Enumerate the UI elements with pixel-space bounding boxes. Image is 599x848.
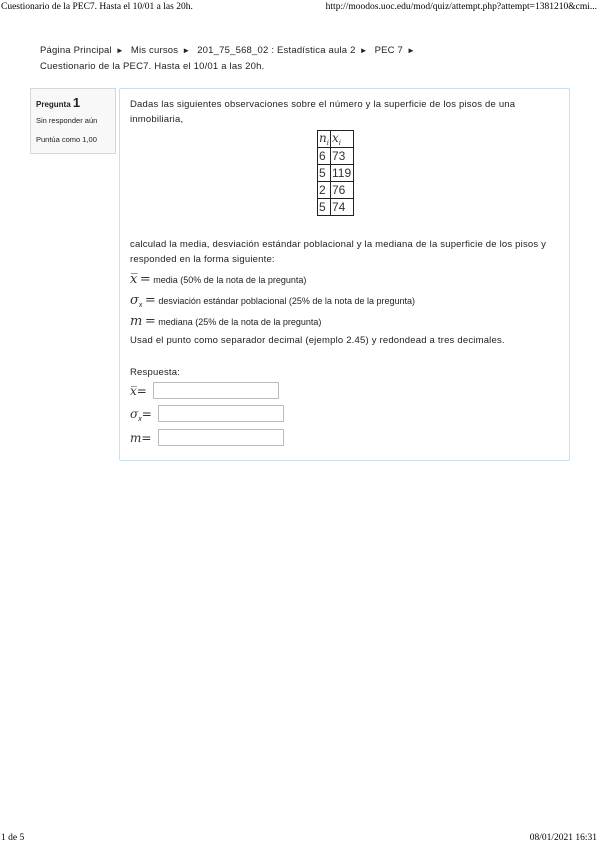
question-instruction: calculad la media, desviación estándar poblacional y la mediana de la superficie de los pisos y responded en la forma siguiente: <box>130 239 547 265</box>
breadcrumb-separator-icon: ► <box>359 46 368 55</box>
table-row <box>318 165 354 182</box>
breadcrumb-pec-link[interactable]: PEC 7 <box>374 45 404 56</box>
table-header-row <box>318 131 354 148</box>
answer-row-std: $\sigma_x=$ <box>130 405 284 423</box>
table-cell: 5 <box>318 199 331 216</box>
print-footer-page: 1 de 5 <box>1 833 25 843</box>
table-row <box>318 199 354 216</box>
definition-mean: x̅ = media (50% de la nota de la pregunta) <box>130 272 307 287</box>
print-footer-datetime: 08/01/2021 16:31 <box>529 833 597 843</box>
definition-text: media (50% de la nota de la pregunta) <box>153 275 307 285</box>
breadcrumb-separator-icon: ► <box>182 46 191 55</box>
mean-symbol: x̅ <box>130 383 137 398</box>
table-header-x: $x_i$ <box>331 131 354 148</box>
sigma-symbol: σ <box>130 406 139 421</box>
question-state: Sin responder aún <box>36 116 98 125</box>
table-cell: 74 <box>331 199 354 216</box>
answer-row-median: m= <box>130 429 284 447</box>
definition-median: m = mediana (25% de la nota de la pregunta) <box>130 314 322 329</box>
table-row <box>318 148 354 165</box>
decimal-note: Usad el punto como separador decimal (ejemplo 2.45) y redondead a tres decimales. <box>130 335 505 346</box>
table-cell: 119 <box>331 165 354 182</box>
table-cell: 6 <box>318 148 331 165</box>
breadcrumb-my-courses-link[interactable]: Mis cursos <box>130 45 179 56</box>
table-row <box>318 182 354 199</box>
definition-std: $\sigma_x$ = desviación estándar poblacional (25% de la nota de la pregunta) <box>130 293 415 309</box>
median-symbol: m <box>130 314 143 329</box>
median-symbol: m <box>130 430 142 445</box>
breadcrumb-separator-icon: ► <box>407 46 416 55</box>
breadcrumb <box>40 43 560 75</box>
table-cell: 73 <box>331 148 354 165</box>
breadcrumb-home-link[interactable]: Página Principal <box>40 45 112 56</box>
median-answer-input[interactable] <box>158 429 284 446</box>
print-header-url: http://moodos.uoc.edu/mod/quiz/attempt.php?attempt=1381210&cmi... <box>325 2 597 12</box>
sigma-symbol: σ <box>130 293 139 308</box>
question-grade: Puntúa como 1,00 <box>36 135 97 144</box>
observations-table <box>317 130 354 216</box>
question-info-panel <box>30 88 116 154</box>
table-cell: 5 <box>318 165 331 182</box>
table-cell: 76 <box>331 182 354 199</box>
mean-symbol: x̅ <box>130 272 138 287</box>
answer-label: Respuesta: <box>130 367 181 378</box>
breadcrumb-quiz-link[interactable]: Cuestionario de la PEC7. Hasta el 10/01 a las 20h. <box>40 61 265 72</box>
breadcrumb-separator-icon: ► <box>115 46 124 55</box>
breadcrumb-course-link[interactable]: 201_75_568_02 : Estadística aula 2 <box>197 45 356 56</box>
table-header-n: $n_i$ <box>319 131 329 147</box>
question-intro: Dadas las siguientes observaciones sobre el número y la superficie de los pisos de una inmobiliaria, <box>130 99 516 125</box>
question-label: Pregunta <box>36 100 71 109</box>
question-content <box>119 88 570 461</box>
std-answer-input[interactable] <box>158 405 284 422</box>
definition-text: desviación estándar poblacional (25% de la nota de la pregunta) <box>158 296 415 306</box>
answer-row-mean: x̅= <box>130 382 279 400</box>
question-number <box>36 95 115 110</box>
question-number-value: 1 <box>72 95 81 110</box>
mean-answer-input[interactable] <box>153 382 279 399</box>
print-header-title: Cuestionario de la PEC7. Hasta el 10/01 a las 20h. <box>1 2 193 12</box>
definition-text: mediana (25% de la nota de la pregunta) <box>158 317 322 327</box>
table-cell: 2 <box>318 182 331 199</box>
